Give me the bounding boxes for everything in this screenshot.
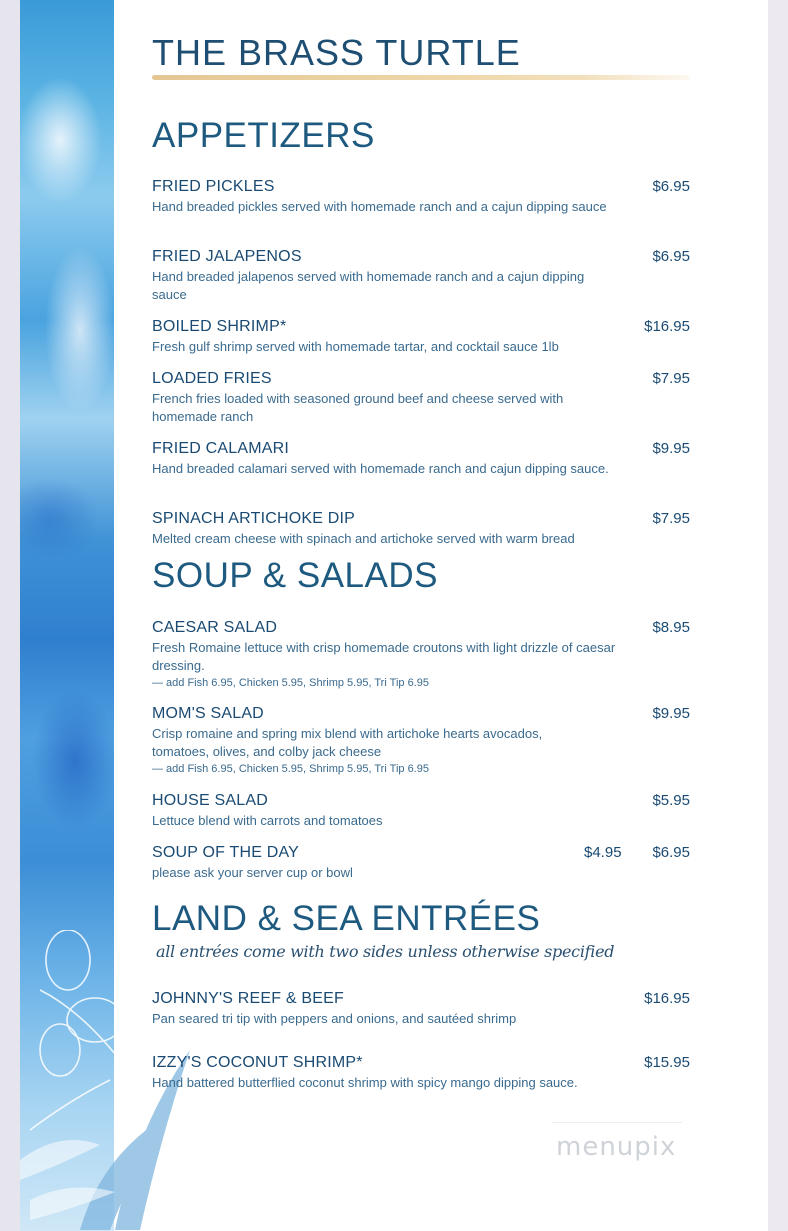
- item-description: Hand breaded jalapenos served with homemade ranch and a cajun dipping sauce: [152, 269, 585, 302]
- menu-item: [152, 791, 692, 830]
- menu-item: [152, 439, 692, 478]
- item-description: Hand breaded calamari served with homemade ranch and cajun dipping sauce.: [152, 461, 609, 476]
- item-addon: — add Fish 6.95, Chicken 5.95, Shrimp 5.95, Tri Tip 6.95: [152, 763, 429, 775]
- menu-item: [152, 989, 692, 1028]
- item-name: JOHNNY'S REEF & BEEF: [152, 990, 344, 1007]
- item-price: $5.95: [652, 792, 690, 809]
- menu-item: [152, 843, 692, 882]
- item-name: SOUP OF THE DAY: [152, 844, 300, 861]
- item-price: $16.95: [644, 990, 690, 1007]
- section-title-soup-salads: SOUP & SALADS: [152, 556, 438, 595]
- item-description: Melted cream cheese with spinach and artichoke served with warm bread: [152, 531, 575, 546]
- item-description: French fries loaded with seasoned ground beef and cheese served with homemade ranch: [152, 391, 564, 424]
- item-description: please ask your server cup or bowl: [152, 865, 353, 880]
- item-price: $9.95: [652, 705, 690, 722]
- restaurant-name: THE BRASS TURTLE: [152, 32, 521, 73]
- menu-item: [152, 618, 692, 691]
- item-description: Hand breaded pickles served with homemade ranch and a cajun dipping sauce: [152, 199, 607, 214]
- page-left-margin: [0, 0, 20, 1231]
- item-description: Lettuce blend with carrots and tomatoes: [152, 813, 383, 828]
- menu-item: [152, 1053, 692, 1092]
- item-price-cup: $4.95: [584, 844, 622, 861]
- item-price: $7.95: [652, 370, 690, 387]
- item-name: SPINACH ARTICHOKE DIP: [152, 510, 356, 527]
- menu-item: [152, 509, 692, 548]
- item-description: Crisp romaine and spring mix blend with artichoke hearts avocados, tomatoes, olives, and colby jack cheese: [152, 726, 543, 759]
- title-underline: [152, 75, 690, 80]
- menu-content: [152, 0, 692, 1231]
- item-name: HOUSE SALAD: [152, 792, 269, 809]
- watermark-rule: [552, 1122, 682, 1123]
- item-description: Hand battered butterflied coconut shrimp with spicy mango dipping sauce.: [152, 1075, 578, 1090]
- item-description: Fresh gulf shrimp served with homemade tartar, and cocktail sauce 1lb: [152, 339, 559, 354]
- item-name: MOM'S SALAD: [152, 705, 264, 722]
- section-title-appetizers: APPETIZERS: [152, 116, 375, 155]
- item-name: FRIED PICKLES: [152, 178, 275, 195]
- item-name: BOILED SHRIMP*: [152, 318, 287, 335]
- watermark-logo: menupix: [556, 1132, 677, 1162]
- menu-item: [152, 177, 692, 216]
- item-price-bowl: $6.95: [652, 844, 690, 861]
- page-right-margin: [768, 0, 788, 1231]
- section-title-entrees: LAND & SEA ENTRÉES: [152, 899, 541, 938]
- menu-item: [152, 317, 692, 356]
- item-price: $15.95: [644, 1054, 690, 1071]
- item-name: IZZY'S COCONUT SHRIMP*: [152, 1054, 363, 1071]
- item-price: $16.95: [644, 318, 690, 335]
- menu-item: [152, 247, 692, 304]
- item-price: $7.95: [652, 510, 690, 527]
- item-price: $6.95: [652, 178, 690, 195]
- section-note: all entrées come with two sides unless otherwise specified: [156, 942, 615, 961]
- item-name: CAESAR SALAD: [152, 619, 278, 636]
- item-description: Pan seared tri tip with peppers and onions, and sautéed shrimp: [152, 1011, 517, 1026]
- item-price: $6.95: [652, 248, 690, 265]
- menu-item: [152, 369, 692, 426]
- item-name: FRIED CALAMARI: [152, 440, 290, 457]
- menu-item: [152, 704, 692, 777]
- item-name: FRIED JALAPENOS: [152, 248, 302, 265]
- item-addon: — add Fish 6.95, Chicken 5.95, Shrimp 5.95, Tri Tip 6.95: [152, 677, 429, 689]
- item-description: Fresh Romaine lettuce with crisp homemade croutons with light drizzle of caesar dressing.: [152, 640, 616, 673]
- item-price: $9.95: [652, 440, 690, 457]
- item-price: $8.95: [652, 619, 690, 636]
- item-name: LOADED FRIES: [152, 370, 272, 387]
